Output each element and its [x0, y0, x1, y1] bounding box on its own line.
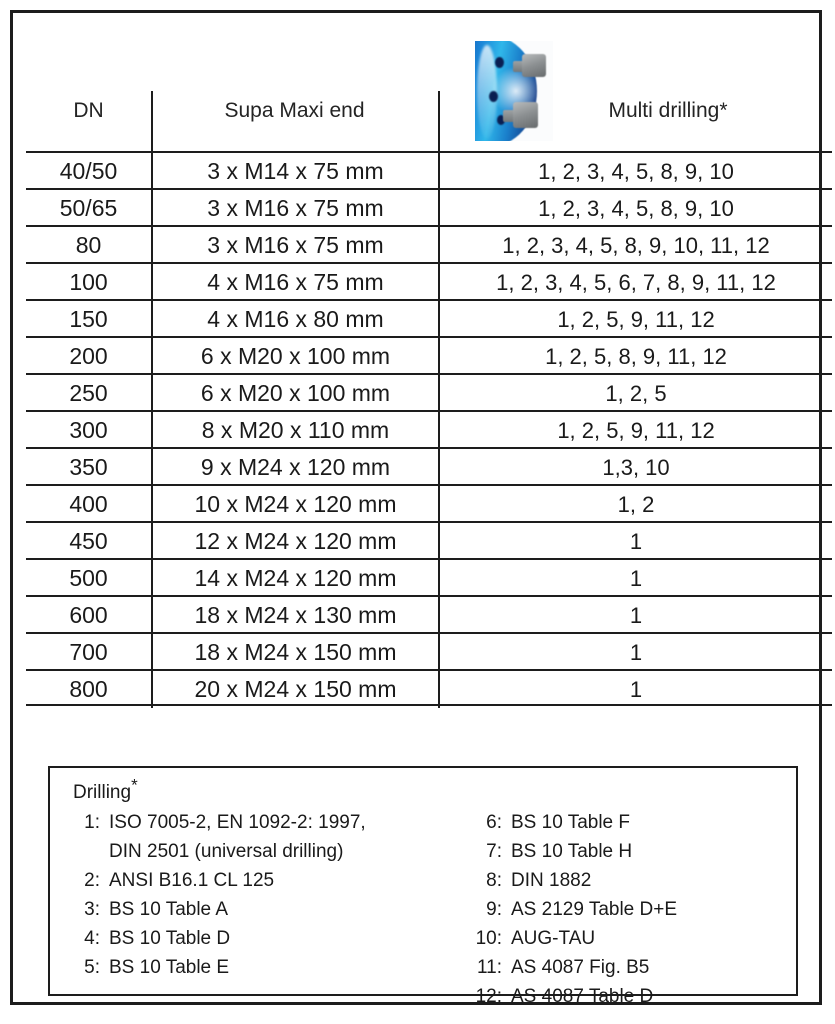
legend-item-number: 5: [84, 957, 100, 978]
legend-item-text: AS 4087 Fig. B5 [511, 957, 650, 978]
legend-item-number: 11: [476, 957, 502, 978]
cell-supa-maxi-end: 9 x M24 x 120 mm [151, 449, 438, 486]
table-row [26, 632, 832, 669]
legend-item [475, 841, 795, 870]
cell-multi-drilling: 1, 2, 5, 9, 11, 12 [438, 301, 832, 338]
table-row [26, 447, 832, 484]
table-row [26, 336, 832, 373]
legend-item-text: ISO 7005-2, EN 1092-2: 1997, [109, 812, 366, 833]
cell-dn: 200 [69, 343, 108, 369]
cell-supa-maxi-end: 3 x M14 x 75 mm [151, 153, 438, 190]
bolt-icon [513, 53, 547, 79]
legend-column-left [73, 812, 473, 986]
table-row [26, 262, 832, 299]
legend-item-number: 1: [84, 812, 100, 833]
legend-item-text: ANSI B16.1 CL 125 [109, 870, 275, 891]
legend-item-number: 10: [475, 928, 502, 949]
cell-dn: 700 [69, 639, 108, 665]
cell-multi-drilling: 1 [438, 523, 832, 560]
cell-supa-maxi-end: 3 x M16 x 75 mm [151, 190, 438, 227]
legend-column-right [475, 812, 795, 1015]
legend-item-text: AS 2129 Table D+E [511, 899, 678, 920]
legend-item-number: 4: [84, 928, 100, 949]
table-row [26, 669, 832, 706]
legend-item-text: BS 10 Table F [511, 812, 631, 833]
legend-item [73, 928, 473, 957]
column-header-supa-maxi-end: Supa Maxi end [224, 99, 365, 122]
table-row [26, 188, 832, 225]
cell-multi-drilling: 1, 2, 5, 9, 11, 12 [438, 412, 832, 449]
legend-item-number: 9: [486, 899, 502, 920]
table-row [26, 521, 832, 558]
table-row [26, 151, 832, 188]
legend-item [475, 899, 795, 928]
legend-item [73, 870, 473, 899]
flange-hole-icon [489, 91, 498, 102]
bolt-icon [503, 99, 539, 131]
legend-item [475, 986, 795, 1015]
legend-item [475, 928, 795, 957]
legend-item-text: BS 10 Table H [511, 841, 633, 862]
cell-multi-drilling: 1, 2 [438, 486, 832, 523]
cell-supa-maxi-end: 8 x M20 x 110 mm [151, 412, 438, 449]
table-row [26, 225, 832, 262]
cell-multi-drilling: 1 [438, 597, 832, 634]
legend-title-asterisk: * [131, 775, 138, 795]
cell-supa-maxi-end: 3 x M16 x 75 mm [151, 227, 438, 264]
table-row [26, 373, 832, 410]
legend-item-text: BS 10 Table E [109, 957, 230, 978]
table-row [26, 410, 832, 447]
legend-item-text: AS 4087 Table D [511, 986, 654, 1007]
cell-dn: 350 [69, 454, 108, 480]
cell-multi-drilling: 1 [438, 671, 832, 708]
legend-item-number: 8: [486, 870, 502, 891]
cell-supa-maxi-end: 14 x M24 x 120 mm [151, 560, 438, 597]
legend-item-number: 6: [486, 812, 502, 833]
cell-dn: 500 [69, 565, 108, 591]
cell-multi-drilling: 1, 2, 5, 8, 9, 11, 12 [438, 338, 832, 375]
cell-dn: 250 [69, 380, 108, 406]
specification-table [26, 26, 832, 706]
cell-supa-maxi-end: 12 x M24 x 120 mm [151, 523, 438, 560]
table-row [26, 558, 832, 595]
legend-item-number: 7: [486, 841, 502, 862]
cell-dn: 40/50 [59, 158, 118, 184]
legend-item [73, 899, 473, 928]
cell-multi-drilling: 1, 2, 3, 4, 5, 6, 7, 8, 9, 11, 12 [438, 264, 832, 301]
flange-hole-icon [495, 57, 504, 68]
cell-multi-drilling: 1, 2, 3, 4, 5, 8, 9, 10 [438, 190, 832, 227]
cell-dn: 600 [69, 602, 108, 628]
cell-dn: 450 [69, 528, 108, 554]
cell-supa-maxi-end: 10 x M24 x 120 mm [151, 486, 438, 523]
legend-item [475, 957, 795, 986]
cell-supa-maxi-end: 18 x M24 x 130 mm [151, 597, 438, 634]
legend-title [73, 775, 138, 804]
table-row [26, 299, 832, 336]
cell-dn: 150 [69, 306, 108, 332]
cell-dn: 400 [69, 491, 108, 517]
cell-supa-maxi-end: 6 x M20 x 100 mm [151, 338, 438, 375]
cell-dn: 300 [69, 417, 108, 443]
legend-item-text: DIN 1882 [511, 870, 592, 891]
table-row [26, 484, 832, 521]
multi-drilling-label: Multi drilling* [608, 99, 728, 122]
cell-supa-maxi-end: 18 x M24 x 150 mm [151, 634, 438, 671]
table-body [26, 151, 832, 706]
cell-multi-drilling: 1 [438, 634, 832, 671]
flange-bolt-photo-icon [475, 41, 553, 141]
table-header [26, 26, 832, 151]
legend-item-number: 2: [84, 870, 100, 891]
legend-item [73, 957, 473, 986]
legend-item [73, 841, 473, 870]
legend-item [475, 812, 795, 841]
cell-supa-maxi-end: 4 x M16 x 75 mm [151, 264, 438, 301]
table-row [26, 595, 832, 632]
column-header-dn: DN [73, 99, 104, 122]
cell-supa-maxi-end: 4 x M16 x 80 mm [151, 301, 438, 338]
legend-item-text: BS 10 Table D [109, 928, 231, 949]
cell-multi-drilling: 1, 2, 3, 4, 5, 8, 9, 10, 11, 12 [438, 227, 832, 264]
legend-title-text: Drilling [73, 782, 132, 803]
cell-multi-drilling: 1 [438, 560, 832, 597]
legend-item-number: 12: [475, 986, 502, 1007]
cell-dn: 800 [69, 676, 108, 702]
cell-dn: 80 [75, 232, 102, 258]
drilling-legend-box [48, 766, 798, 1007]
outer-frame [10, 10, 822, 1005]
legend-item-number: 3: [84, 899, 100, 920]
cell-multi-drilling: 1, 2, 5 [438, 375, 832, 412]
cell-dn: 50/65 [59, 195, 118, 221]
legend-item-text: AUG-TAU [511, 928, 596, 949]
cell-supa-maxi-end: 6 x M20 x 100 mm [151, 375, 438, 412]
cell-multi-drilling: 1,3, 10 [438, 449, 832, 486]
legend-item [475, 870, 795, 899]
cell-multi-drilling: 1, 2, 3, 4, 5, 8, 9, 10 [438, 153, 832, 190]
cell-dn: 100 [69, 269, 108, 295]
legend-item [73, 812, 473, 841]
cell-supa-maxi-end: 20 x M24 x 150 mm [151, 671, 438, 708]
legend-item-text: DIN 2501 (universal drilling) [109, 841, 344, 862]
legend-item-text: BS 10 Table A [109, 899, 229, 920]
